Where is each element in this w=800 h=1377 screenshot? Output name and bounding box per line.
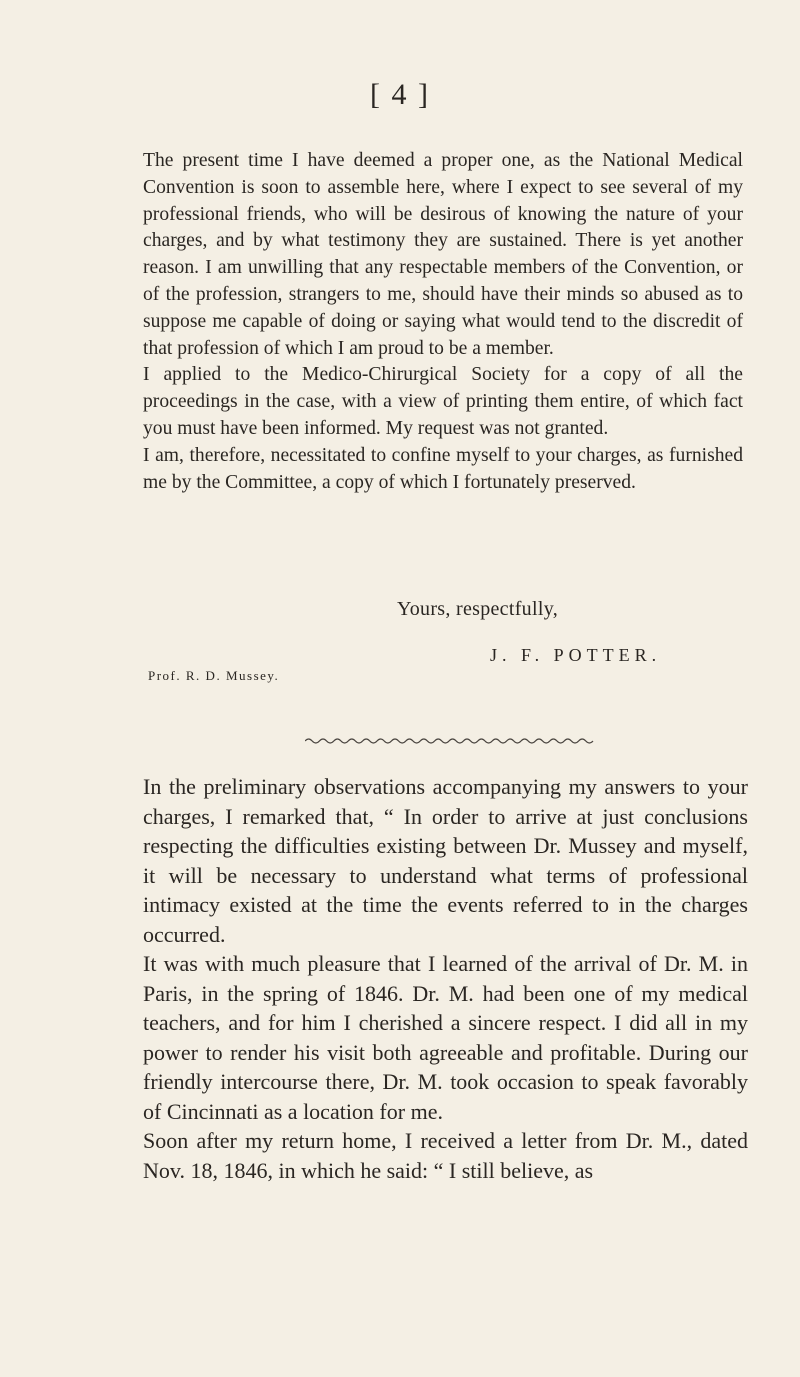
answer-paragraph: Soon after my return home, I received a letter from Dr. M., dated Nov. 18, 1846, in which he said: “ I still believe, as [143, 1128, 748, 1183]
letter-addressee: Prof. R. D. Mussey. [148, 668, 280, 683]
letter-paragraph: I applied to the Medico-Chirurgical Society for a copy of all the proceedings in the case, with a view of printing them entire, of which fact you must have been informed. My request was not granted. [143, 364, 743, 439]
answer-paragraph: It was with much pleasure that I learned of the arrival of Dr. M. in Paris, in the spring of 1846. Dr. M. had been one of my medical teachers, and for him I cherished a sincere respect. I did all in my power to render his visit both agreeable and profitable. During our friendly intercourse there, Dr. M. took occasion to speak favorably of Cincinnati as a location for me. [143, 951, 748, 1124]
letter-body [143, 148, 743, 496]
answer-body [143, 772, 748, 1185]
wavy-divider [305, 736, 595, 746]
answer-paragraph: In the preliminary observations accompanying my answers to your charges, I remarked that, “ In order to arrive at just conclusions respecting the difficulties existing between Dr. Mussey and myself, it will be necessary to understand what terms of professional intimacy existed at the time the events referred to in the charges occurred. [143, 774, 748, 947]
letter-paragraph: The present time I have deemed a proper one, as the National Medical Convention is soon to assemble here, where I expect to see several of my professional friends, who will be desirous of knowing the nature of your charges, and by what testimony they are sustained. There is yet another reason. I am unwilling that any respectable members of the Convention, or of the profession, strangers to me, should have their minds so abused as to suppose me capable of doing or saying what would tend to the discredit of that profession of which I am proud to be a member. [143, 150, 743, 359]
letter-closing: Yours, respectfully, [397, 598, 558, 620]
page-number: [ 4 ] [370, 78, 430, 111]
letter-signature: J. F. POTTER. [490, 645, 662, 665]
letter-paragraph: I am, therefore, necessitated to confine myself to your charges, as furnished me by the Committee, a copy of which I fortunately preserved. [143, 444, 743, 493]
